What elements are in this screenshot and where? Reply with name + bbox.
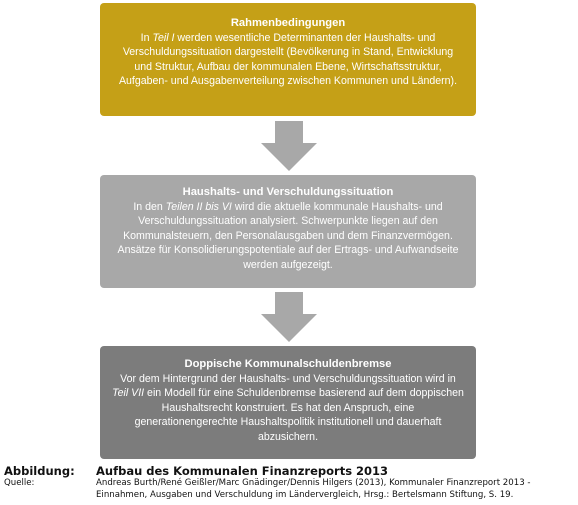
box-haushalts-verschuldungssituation: [100, 175, 476, 288]
box-text: Vor dem Hintergrund der Haushalts- und Verschuldungssituation wird in Teil VII ein Modell für eine Schuldenbremse basierend auf dem doppischen Haushaltsrecht konstruiert. Es hat den Anspruch, eine generationengerechte Haushaltspolitik institutionell und dauerhaft abzusichern.: [112, 372, 464, 443]
figure-caption: [4, 464, 576, 500]
arrow-shape: [261, 121, 317, 171]
box-kommunalschuldenbremse: [100, 346, 476, 459]
arrow-shape: [261, 292, 317, 342]
box-text: In den Teilen II bis VI wird die aktuelle kommunale Haushalts- und Verschuldungssituation analysiert. Schwerpunkte liegen auf den Kommunalsteuern, den Personalausgaben und dem Finanzvermögen. Ansätze für Konsolidierungspotentiale auf der Ertrags- und Aufwandseite werden aufgezeigt.: [117, 200, 459, 271]
down-arrow-icon: [261, 121, 317, 171]
source-text: Andreas Burth/René Geißler/Marc Gnädinger/Dennis Hilgers (2013), Kommunaler Finanzreport 2013 - Einnahmen, Ausgaben und Verschuldung im Ländervergleich, Hrsg.: Bertelsmann Stiftung, S. 19.: [96, 478, 531, 500]
caption-source-row: [4, 478, 576, 500]
box-title: Rahmenbedingungen: [230, 17, 346, 29]
caption-title-row: [4, 464, 576, 478]
down-arrow-icon: [261, 292, 317, 342]
box-rahmenbedingungen: [100, 3, 476, 116]
caption-title: Aufbau des Kommunalen Finanzreports 2013: [96, 464, 389, 478]
box-title: Doppische Kommunalschuldenbremse: [184, 358, 392, 370]
caption-label: Abbildung:: [4, 464, 75, 478]
box-title: Haushalts- und Verschuldungssituation: [182, 186, 394, 198]
box-text: In Teil I werden wesentliche Determinanten der Haushalts- und Verschuldungssituation dargestellt (Bevölkerung in Stand, Entwicklung und Struktur, Aufbau der kommunalen Ebene, Wirtschaftsstruktur, Aufgaben- und Ausgabenverteilung zwischen Kommunen und Ländern).: [118, 31, 458, 88]
source-label: Quelle:: [4, 478, 35, 488]
